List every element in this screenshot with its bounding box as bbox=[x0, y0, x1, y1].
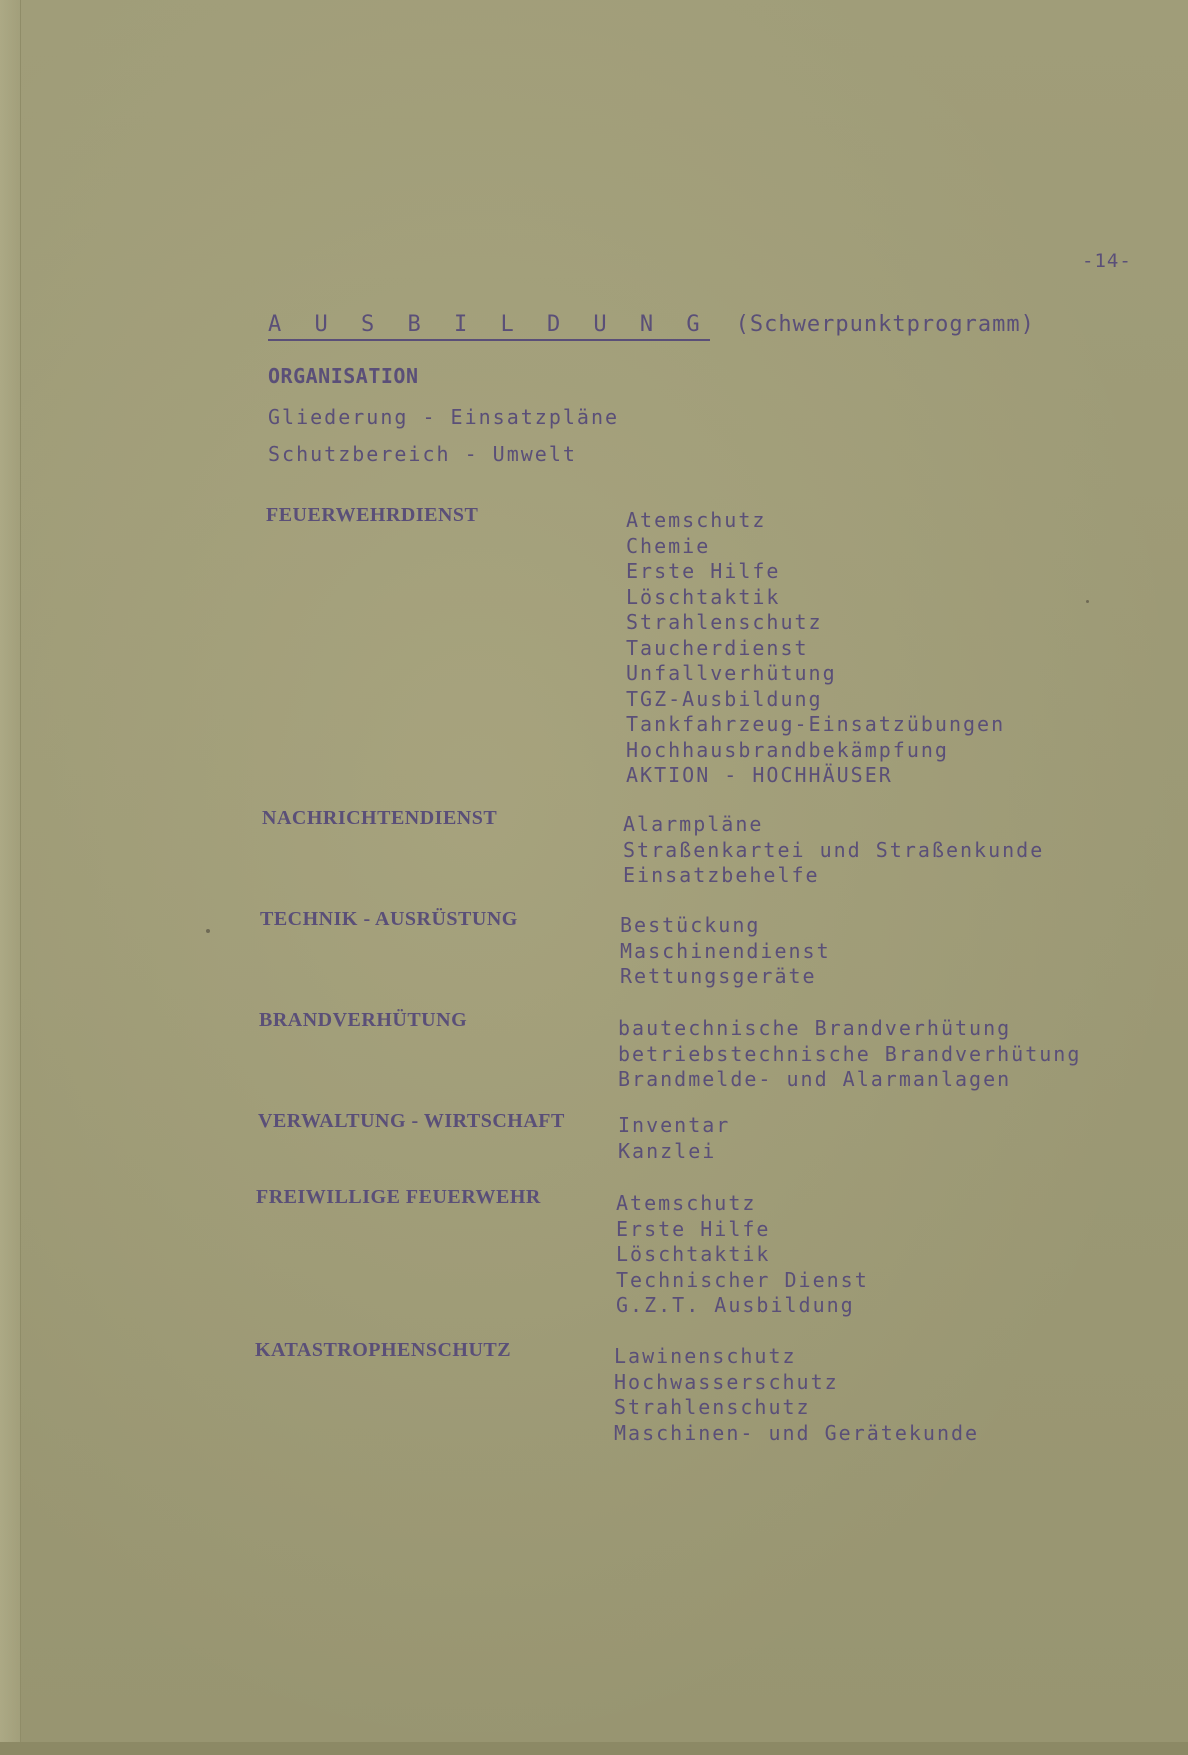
list-item: Rettungsgeräte bbox=[620, 964, 817, 988]
list-item: TGZ-Ausbildung bbox=[626, 686, 823, 711]
section-item-list bbox=[618, 1016, 1081, 1093]
organisation-heading: ORGANISATION bbox=[268, 364, 419, 388]
page-number: -14- bbox=[1082, 250, 1132, 272]
organisation-line: Gliederung - Einsatzpläne bbox=[268, 405, 620, 429]
section-item-list bbox=[623, 812, 1044, 889]
list-item: Maschinendienst bbox=[620, 938, 831, 963]
list-item: Einsatzbehelfe bbox=[623, 863, 820, 887]
list-item: Brandmelde- und Alarmanlagen bbox=[618, 1067, 1012, 1091]
section-item-list bbox=[616, 1191, 869, 1319]
document-title bbox=[268, 312, 1035, 337]
list-item: Löschtaktik bbox=[616, 1242, 771, 1266]
paper-spot bbox=[1086, 600, 1089, 603]
list-item: AKTION - HOCHHÄUSER bbox=[626, 763, 893, 787]
section-item-list bbox=[620, 913, 831, 990]
list-item: betriebstechnische Brandverhütung bbox=[618, 1041, 1082, 1066]
section-heading: VERWALTUNG - WIRTSCHAFT bbox=[258, 1110, 565, 1132]
list-item: Taucherdienst bbox=[626, 635, 809, 660]
title-heading: A U S B I L D U N G bbox=[268, 312, 710, 341]
list-item: Inventar bbox=[618, 1113, 731, 1137]
section-heading: FREIWILLIGE FEUERWEHR bbox=[256, 1186, 541, 1208]
title-subtitle: (Schwerpunktprogramm) bbox=[735, 312, 1035, 337]
list-item: Straßenkartei und Straßenkunde bbox=[623, 837, 1045, 862]
list-item: Atemschutz bbox=[616, 1191, 757, 1215]
list-item: Chemie bbox=[626, 533, 711, 558]
list-item: Tankfahrzeug-Einsatzübungen bbox=[626, 712, 1006, 736]
list-item: Hochhausbrandbekämpfung bbox=[626, 737, 949, 762]
section-heading: BRANDVERHÜTUNG bbox=[259, 1009, 468, 1031]
section-item-list bbox=[614, 1344, 979, 1446]
list-item: Löschtaktik bbox=[626, 584, 781, 609]
paper-spot bbox=[206, 929, 210, 933]
list-item: Lawinenschutz bbox=[614, 1344, 797, 1368]
list-item: bautechnische Brandverhütung bbox=[618, 1016, 1012, 1040]
section-item-list bbox=[626, 508, 1005, 789]
section-item-list bbox=[618, 1113, 730, 1164]
list-item: Kanzlei bbox=[618, 1138, 717, 1163]
list-item: Strahlenschutz bbox=[614, 1395, 811, 1419]
section-heading: KATASTROPHENSCHUTZ bbox=[255, 1339, 512, 1361]
section-heading: FEUERWEHRDIENST bbox=[266, 504, 479, 526]
list-item: Erste Hilfe bbox=[616, 1216, 771, 1241]
list-item: Unfallverhütung bbox=[626, 661, 837, 685]
paper-bottom-edge bbox=[0, 1742, 1188, 1755]
list-item: Strahlenschutz bbox=[626, 610, 823, 634]
section-heading: TECHNIK - AUSRÜSTUNG bbox=[260, 908, 518, 930]
list-item: G.Z.T. Ausbildung bbox=[616, 1293, 855, 1317]
paper-left-edge bbox=[0, 0, 21, 1755]
list-item: Maschinen- und Gerätekunde bbox=[614, 1420, 980, 1445]
list-item: Bestückung bbox=[620, 913, 761, 937]
organisation-line: Schutzbereich - Umwelt bbox=[268, 442, 577, 466]
list-item: Atemschutz bbox=[626, 508, 767, 532]
section-heading: NACHRICHTENDIENST bbox=[262, 807, 498, 829]
list-item: Alarmpläne bbox=[623, 812, 764, 836]
list-item: Erste Hilfe bbox=[626, 559, 781, 583]
list-item: Hochwasserschutz bbox=[614, 1369, 839, 1394]
list-item: Technischer Dienst bbox=[616, 1267, 869, 1292]
